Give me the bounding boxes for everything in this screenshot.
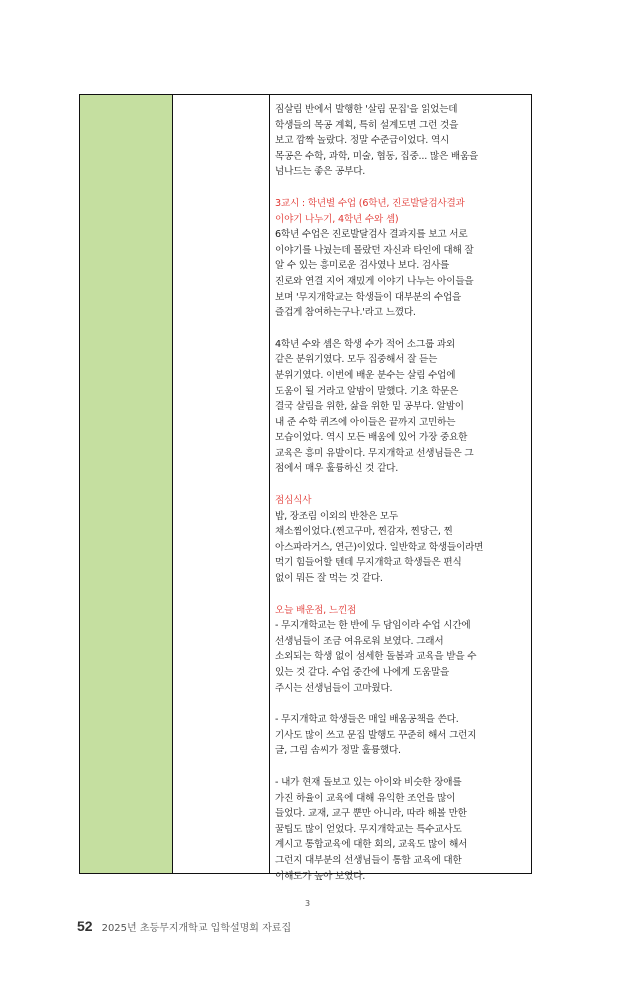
text-line: 선생님들이 조금 여유로워 보였다. 그래서 xyxy=(275,635,444,647)
text-line: 도움이 될 거라고 알밤이 말했다. 기초 학문은 xyxy=(275,385,459,397)
paragraph-reflection-2 xyxy=(275,712,525,759)
text-line: 아스파라거스, 연근)이었다. 일반학교 학생들이라면 xyxy=(275,541,484,553)
text-line: - 무지개학교 학생들은 매일 배움공책을 쓴다. xyxy=(275,714,459,726)
text-line: 들었다. 교재, 교구 뿐만 아니라, 따라 해볼 만한 xyxy=(275,808,467,820)
text-line: 밥, 장조림 이외의 반찬은 모두 xyxy=(275,510,399,522)
paragraph-grade6 xyxy=(275,227,525,321)
text-line: 분위기였다. 이번에 배운 분수는 살림 수업에 xyxy=(275,369,456,381)
text-line: 4학년 수와 셈은 학생 수가 적어 소그룹 과외 xyxy=(275,338,455,350)
content-table xyxy=(79,94,532,882)
text-line: 먹기 힘들어할 텐데 무지개학교 학생들은 편식 xyxy=(275,557,462,569)
paragraph-reflection-3 xyxy=(275,775,525,884)
text-line: 학생들의 목공 계획, 특히 설계도면 그런 것을 xyxy=(275,119,459,131)
footer-title: 2025년 초등무지개학교 입학설명회 자료집 xyxy=(101,923,292,934)
page-number: 52 xyxy=(77,918,93,934)
text-line: 모습이었다. 역시 모든 배움에 있어 가장 중요한 xyxy=(275,432,468,444)
text-line: 짐살림 반에서 발행한 '살림 문집'을 읽었는데 xyxy=(275,104,458,115)
page-footer xyxy=(77,918,291,934)
text-line: 꿀팁도 많이 얻었다. 무지개학교는 특수교사도 xyxy=(275,823,462,835)
text-line: 넘나드는 좋은 공부다. xyxy=(275,166,366,178)
text-line: 같은 분위기였다. 모두 집중해서 잘 듣는 xyxy=(275,354,438,366)
text-line: 6학년 수업은 진로발달검사 결과지를 보고 서로 xyxy=(275,229,468,241)
text-line: 교육은 흥미 유발이다. 무지개학교 선생님들은 그 xyxy=(275,447,474,459)
text-line: 이야기를 나눴는데 몰랐던 자신과 타인에 대해 잘 xyxy=(275,244,474,256)
text-line: 결국 살림을 위한, 삶을 위한 밑 공부다. 알밤이 xyxy=(275,401,464,413)
report-text-column xyxy=(270,95,531,882)
text-line: 없이 뭐든 잘 먹는 것 같다. xyxy=(275,573,383,585)
text-line: 채소찜이었다.(찐고구마, 찐감자, 찐당근, 찐 xyxy=(275,526,453,538)
paragraph-lunch xyxy=(275,509,525,587)
text-line: 진로와 연결 지어 재밌게 이야기 나누는 아이들을 xyxy=(275,275,474,287)
text-line: 있는 것 같다. 수업 중간에 나에게 도움말을 xyxy=(275,667,450,678)
text-line: 이해도가 높아 보였다. xyxy=(275,870,366,882)
text-line: 소외되는 학생 없이 섬세한 돌봄과 교육을 받을 수 xyxy=(275,651,477,663)
text-line: - 내가 현재 돌보고 있는 아이와 비슷한 장애를 xyxy=(275,776,462,788)
text-line: 가진 하율이 교육에 대해 유익한 조언을 많이 xyxy=(275,792,456,804)
text-line: 계시고 통합교육에 대한 회의, 교육도 많이 해서 xyxy=(275,839,468,851)
text-line: 기사도 많이 쓰고 문집 발행도 꾸준히 해서 그런지 xyxy=(275,729,477,741)
heading-line: 이야기 나누기, 4학년 수와 셈) xyxy=(275,213,399,225)
heading-line: 3교시 : 학년별 수업 (6학년, 진로발달검사결과 xyxy=(275,197,465,209)
text-line: 알 수 있는 흥미로운 검사였나 보다. 검사를 xyxy=(275,260,450,272)
empty-column xyxy=(173,95,270,873)
text-line: 내 준 수학 퀴즈에 아이들은 끝까지 고민하는 xyxy=(275,416,456,428)
text-line: 목공은 수학, 과학, 미술, 협동, 집중... 많은 배움을 xyxy=(275,150,479,162)
green-label-column xyxy=(80,95,173,873)
text-line: 즐겁게 참여하는구나.'라고 느꼈다. xyxy=(275,307,416,319)
heading-line: 오늘 배운점, 느낀점 xyxy=(275,604,357,616)
paragraph-grade4 xyxy=(275,337,525,477)
section-heading-lunch xyxy=(275,493,525,509)
heading-line: 점심식사 xyxy=(275,495,312,507)
paragraph-mokgong xyxy=(275,102,525,180)
text-line: 보고 깜짝 놀랐다. 정말 수준급이었다. 역시 xyxy=(275,135,450,147)
text-line: - 무지개학교는 한 반에 두 담임이라 수업 시간에 xyxy=(275,620,471,632)
section-heading-3rd-period xyxy=(275,196,525,227)
text-line: 주시는 선생님들이 고마웠다. xyxy=(275,682,393,694)
text-line: 그런지 대부분의 선생님들이 통합 교육에 대한 xyxy=(275,854,462,866)
text-line: 점에서 매우 훌륭하신 것 같다. xyxy=(275,463,399,475)
text-line: 보며 '무지개학교는 학생들이 대부분의 수업을 xyxy=(275,291,462,303)
stray-mark: 3 xyxy=(305,899,311,908)
section-heading-reflection xyxy=(275,603,525,619)
paragraph-reflection-1 xyxy=(275,618,525,696)
text-line: 글, 그림 솜씨가 정말 훌륭했다. xyxy=(275,745,401,757)
